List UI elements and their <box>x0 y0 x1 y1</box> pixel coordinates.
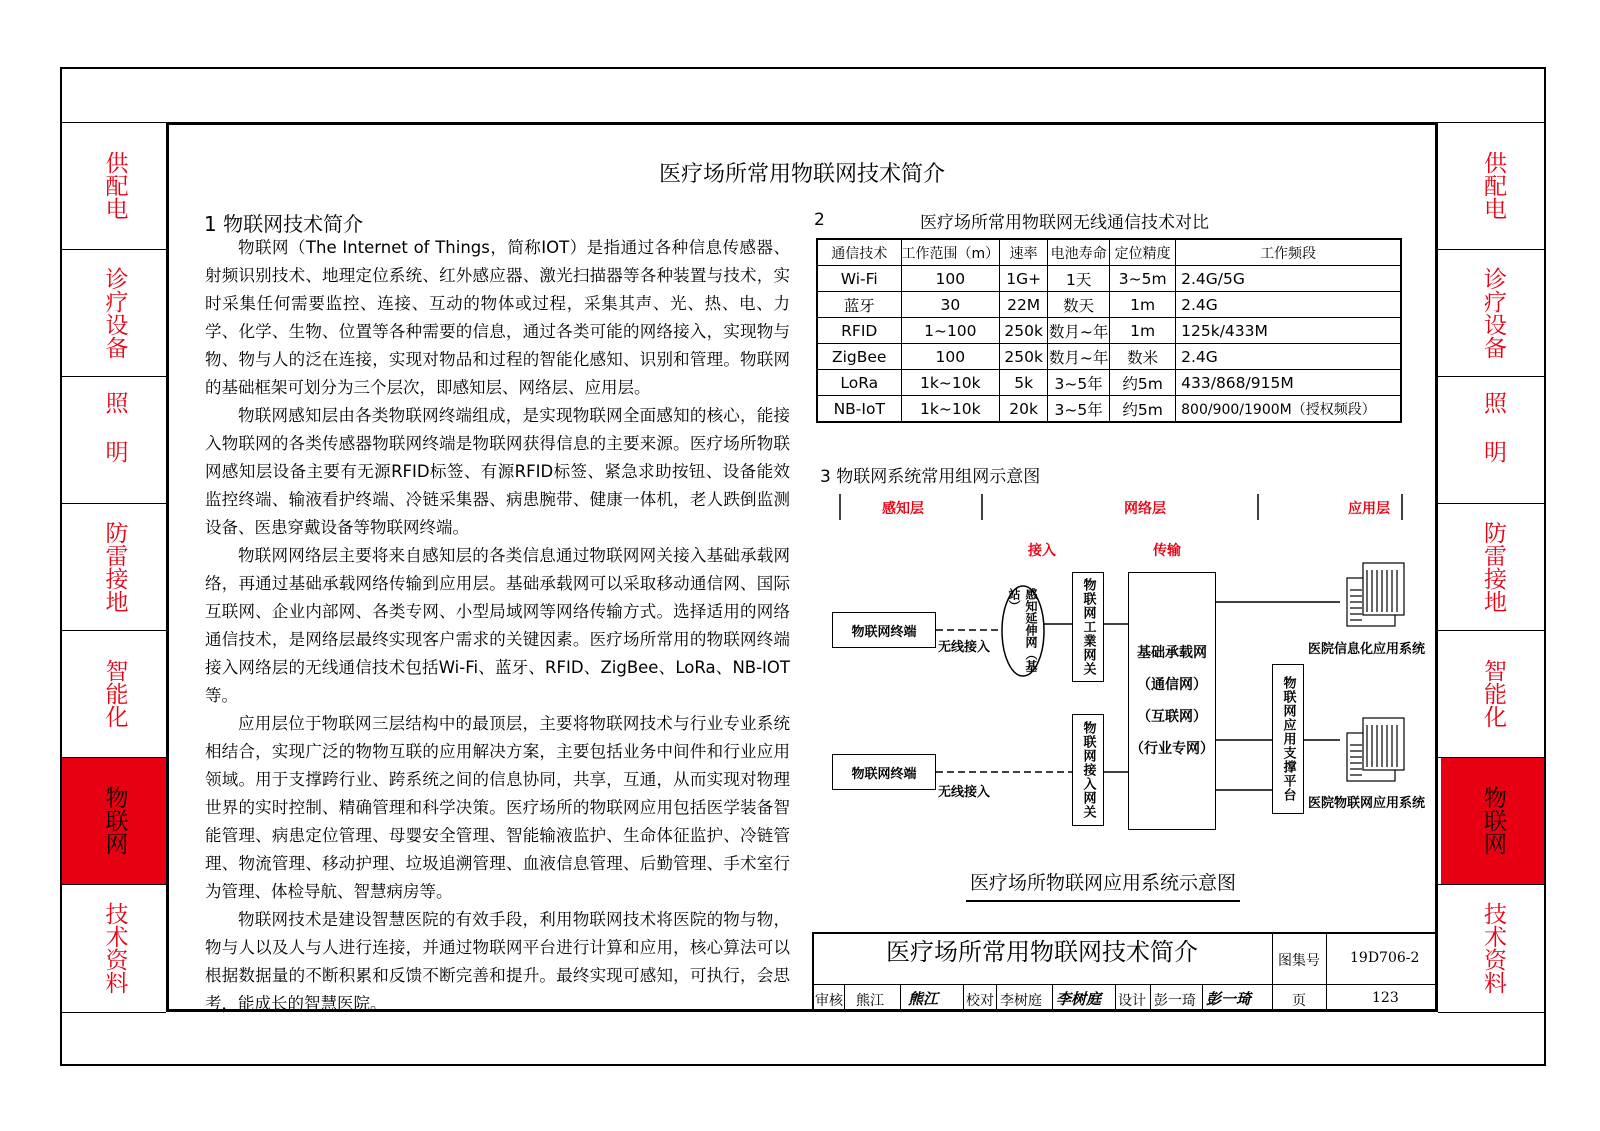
paragraph: 应用层位于物联网三层结构中的最顶层，主要将物联网技术与行业专业系统相结合，实现广泛的物物互联的应用解决方案，主要包括业务中间件和行业应用领域。用于支撑跨行业、跨系统之间的信息协同，共享，互通，从而实现对物理世界的实时控制、精确管理和科学决策。医疗场所的物联网应用包括医学装备智能管理、病患定位管理、母婴安全管理、智能输液监护、生命体征监护、冷链管理、物流管理、移动护理、垃圾追溯管理、血液信息管理、后勤管理、手术室行为管理、体检导航、智慧病房等。 <box>205 714 790 901</box>
column-header: 速率 <box>1000 239 1048 266</box>
sidebar-right-item-6: 物联网 <box>1441 757 1544 884</box>
table-cell: 数米 <box>1110 344 1176 370</box>
table-cell: 30 <box>901 292 1000 318</box>
table-cell: 2.4G/5G <box>1176 266 1401 292</box>
table-cell: 3~5m <box>1110 266 1176 292</box>
table-cell: 20k <box>1000 396 1048 423</box>
access-gateway: 物联网接入网关 <box>1072 714 1104 826</box>
iot-terminal-1: 物联网终端 <box>832 612 936 648</box>
table-cell: 100 <box>901 266 1000 292</box>
atlas-label: 图集号 <box>1278 953 1320 969</box>
table-cell: 数天 <box>1048 292 1110 318</box>
table-cell: 1k~10k <box>901 396 1000 423</box>
table-cell: 250k <box>1000 318 1048 344</box>
designer-name: 彭一琦 <box>1154 993 1196 1009</box>
sensor-extension-network: 感知延伸网（基站） <box>1007 588 1038 672</box>
title-block-title: 医疗场所常用物联网技术简介 <box>886 938 1198 966</box>
table-cell: 1G+ <box>1000 266 1048 292</box>
sidebar-right-item-5: 智能化 <box>1480 659 1506 728</box>
table-cell: LoRa <box>817 370 901 396</box>
table-cell: 2.4G <box>1176 344 1401 370</box>
reviewer-name: 熊江 <box>856 993 884 1009</box>
sidebar-right-item-2: 诊疗设备 <box>1480 266 1506 359</box>
table-cell: 1天 <box>1048 266 1110 292</box>
page-title: 医疗场所常用物联网技术简介 <box>658 162 945 187</box>
wireless-label-2: 无线接入 <box>938 785 991 800</box>
table-cell: 433/868/915M <box>1176 370 1401 396</box>
table-cell: 约5m <box>1110 396 1176 423</box>
sidebar-left-item-2: 诊疗设备 <box>101 266 128 359</box>
column-header: 电池寿命 <box>1048 239 1110 266</box>
review-label: 审核 <box>815 993 843 1009</box>
table-cell: 数月~年 <box>1048 344 1110 370</box>
page-label: 页 <box>1292 993 1306 1009</box>
paragraph: 物联网（The Internet of Things，简称IOT）是指通过各种信息传感器、射频识别技术、地理定位系统、红外感应器、激光扫描器等各种装置与技术，实时采集任何需要监控、连接、互动的物体或过程，采集其声、光、热、电、力学、化学、生物、位置等各种需要的信息，通过各类可能的网络接入，实现物与物、物与人的泛在连接，实现对物品和过程的智能化感知、识别和管理。物联网的基础框架可划分为三个层次，即感知层、网络层、应用层。 <box>205 238 790 397</box>
column-header: 工作范围（m） <box>901 239 1000 266</box>
table-cell: RFID <box>817 318 901 344</box>
table-cell: 1m <box>1110 318 1176 344</box>
sidebar-right-item-1: 供配电 <box>1480 151 1506 220</box>
table-cell: 数月~年 <box>1048 318 1110 344</box>
table-cell: 3~5年 <box>1048 370 1110 396</box>
table-cell: 125k/433M <box>1176 318 1401 344</box>
sidebar-right-item-4: 防雷接地 <box>1480 520 1506 613</box>
column-header: 通信技术 <box>817 239 901 266</box>
table-cell: 100 <box>901 344 1000 370</box>
hospital-info-system-label: 医院信息化应用系统 <box>1308 642 1426 657</box>
designer-signature: 彭一琦 <box>1206 990 1252 1008</box>
layer-application: 应用层 <box>1348 501 1390 517</box>
table-cell: 1k~10k <box>901 370 1000 396</box>
reviewer-signature: 熊江 <box>908 990 939 1008</box>
table-cell: Wi-Fi <box>817 266 901 292</box>
sidebar-left-item-4: 防雷接地 <box>101 520 128 613</box>
paragraph: 物联网技术是建设智慧医院的有效手段，利用物联网技术将医院的物与物，物与人以及人与人进行连接，并通过物联网平台进行计算和应用，核心算法可以根据数据量的不断积累和反馈不断完善和提升。最终实现可感知，可执行，会思考，能成长的智慧医院。 <box>205 910 790 1013</box>
industrial-gateway: 物联网工業网关 <box>1072 572 1104 682</box>
table-cell: 22M <box>1000 292 1048 318</box>
layer-perception: 感知层 <box>882 501 924 517</box>
section3-heading: 3 物联网系统常用组网示意图 <box>820 467 1041 487</box>
sidebar-right-item-7: 技术资料 <box>1480 901 1506 994</box>
table-cell: NB-IoT <box>817 396 901 423</box>
column-header: 定位精度 <box>1110 239 1176 266</box>
table-cell: 5k <box>1000 370 1048 396</box>
stage-access-label: 接入 <box>1028 543 1056 559</box>
sidebar-left-item-3: 照明 <box>101 390 128 489</box>
sidebar-left-item-5: 智能化 <box>101 659 128 728</box>
table-cell: 800/900/1900M（授权频段） <box>1176 396 1401 423</box>
app-support-platform: 物联网应用支撑平台 <box>1272 664 1304 814</box>
table-cell: 2.4G <box>1176 292 1401 318</box>
design-label: 设计 <box>1118 993 1146 1009</box>
checker-name: 李树庭 <box>1000 993 1042 1009</box>
base-bearer-network: 基础承载网 （通信网） （互联网） （行业专网） <box>1128 572 1216 830</box>
page-number: 123 <box>1372 990 1399 1006</box>
table-cell: 1~100 <box>901 318 1000 344</box>
diagram-caption: 医疗场所物联网应用系统示意图 <box>966 868 1240 902</box>
table-cell: 3~5年 <box>1048 396 1110 423</box>
stage-transmit-label: 传输 <box>1153 543 1181 559</box>
check-label: 校对 <box>966 993 994 1009</box>
checker-signature: 李树庭 <box>1056 990 1102 1008</box>
section2-number: 2 <box>814 210 825 230</box>
table-cell: ZigBee <box>817 344 901 370</box>
column-header: 工作频段 <box>1176 239 1401 266</box>
table-cell: 1m <box>1110 292 1176 318</box>
paragraph: 物联网网络层主要将来自感知层的各类信息通过物联网网关接入基础承载网络，再通过基础承载网络传输到应用层。基础承载网可以采取移动通信网、国际互联网、企业内部网、各类专网、小型局域网等网络传输方式。选择适用的网络通信技术，是网络层最终实现客户需求的关键因素。医疗场所常用的物联网终端接入网络层的无线通信技术包括Wi-Fi、蓝牙、RFID、ZigBee、LoRa、NB-IOT等。 <box>205 546 790 705</box>
table-cell: 250k <box>1000 344 1048 370</box>
atlas-number: 19D706-2 <box>1350 950 1420 966</box>
section1-heading: 1 物联网技术简介 <box>204 212 364 236</box>
iot-terminal-2: 物联网终端 <box>832 754 936 790</box>
sidebar-left-item-6: 物联网 <box>62 757 166 884</box>
sidebar-right-item-3: 照明 <box>1480 390 1506 489</box>
section2-title: 医疗场所常用物联网无线通信技术对比 <box>920 213 1209 233</box>
layer-network: 网络层 <box>1124 501 1166 517</box>
paragraph: 物联网感知层由各类物联网终端组成，是实现物联网全面感知的核心，能接入物联网的各类传感器物联网终端是物联网获得信息的主要来源。医疗场所物联网感知层设备主要有无源RFID标签、有源RFID标签、紧急求助按钮、设备能效监控终端、输液看护终端、冷链采集器、病患腕带、健康一体机，老人跌倒监测设备、医患穿戴设备等物联网终端。 <box>205 406 790 537</box>
hospital-iot-system-label: 医院物联网应用系统 <box>1308 796 1426 811</box>
sidebar-left-item-7: 技术资料 <box>101 901 128 994</box>
table-cell: 蓝牙 <box>817 292 901 318</box>
table-cell: 约5m <box>1110 370 1176 396</box>
sidebar-left-item-1: 供配电 <box>101 151 128 220</box>
wireless-label-1: 无线接入 <box>938 640 991 655</box>
